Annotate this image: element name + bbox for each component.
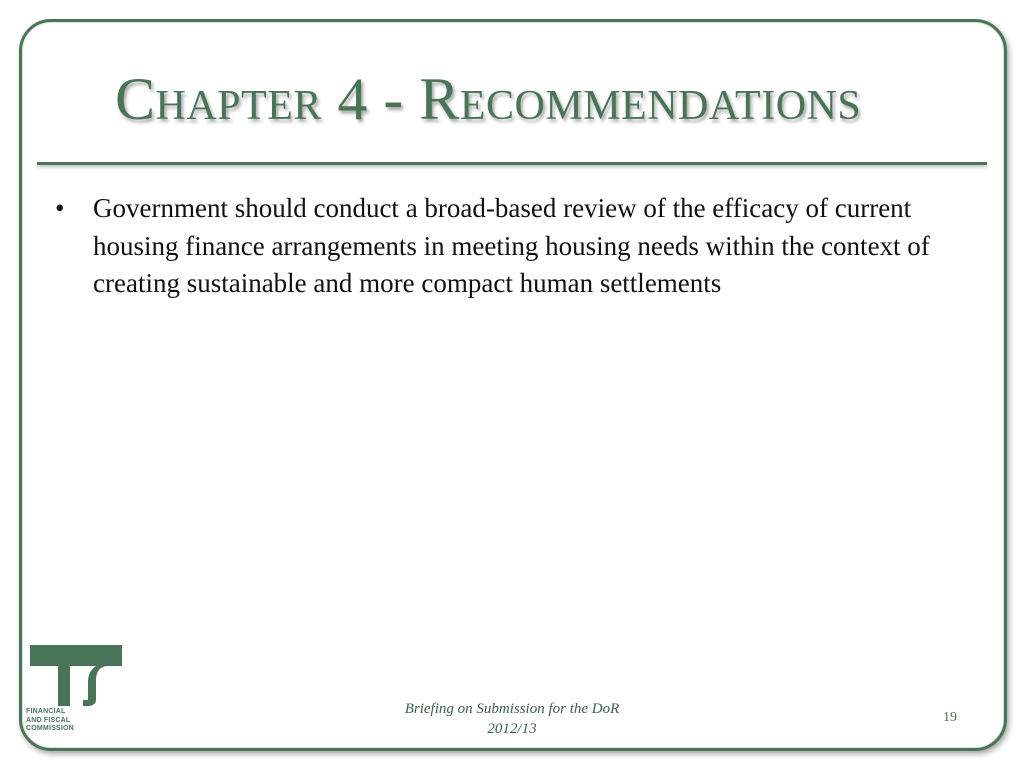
bullet-list <box>55 190 985 303</box>
list-item <box>55 190 985 303</box>
title-divider <box>37 162 987 165</box>
logo-wordmark <box>26 708 116 734</box>
bullet-text: Government should conduct a broad-based review of the efficacy of current housing finance arrangements in meeting housing needs within the context of creating sustainable and more compact human settlements <box>93 193 930 298</box>
logo-line: COMMISSION <box>26 725 74 732</box>
footer-line-1: Briefing on Submission for the DoR <box>404 701 620 717</box>
slide-footer <box>360 699 664 739</box>
page-number: 19 <box>943 710 957 725</box>
footer-line-2: 2012/13 <box>487 721 537 737</box>
logo-line: FINANCIAL <box>26 708 66 715</box>
bullet-icon: • <box>55 193 65 223</box>
slide-title: Chapter 4 - Recommendations <box>115 66 862 132</box>
logo-line: AND FISCAL <box>26 716 71 724</box>
